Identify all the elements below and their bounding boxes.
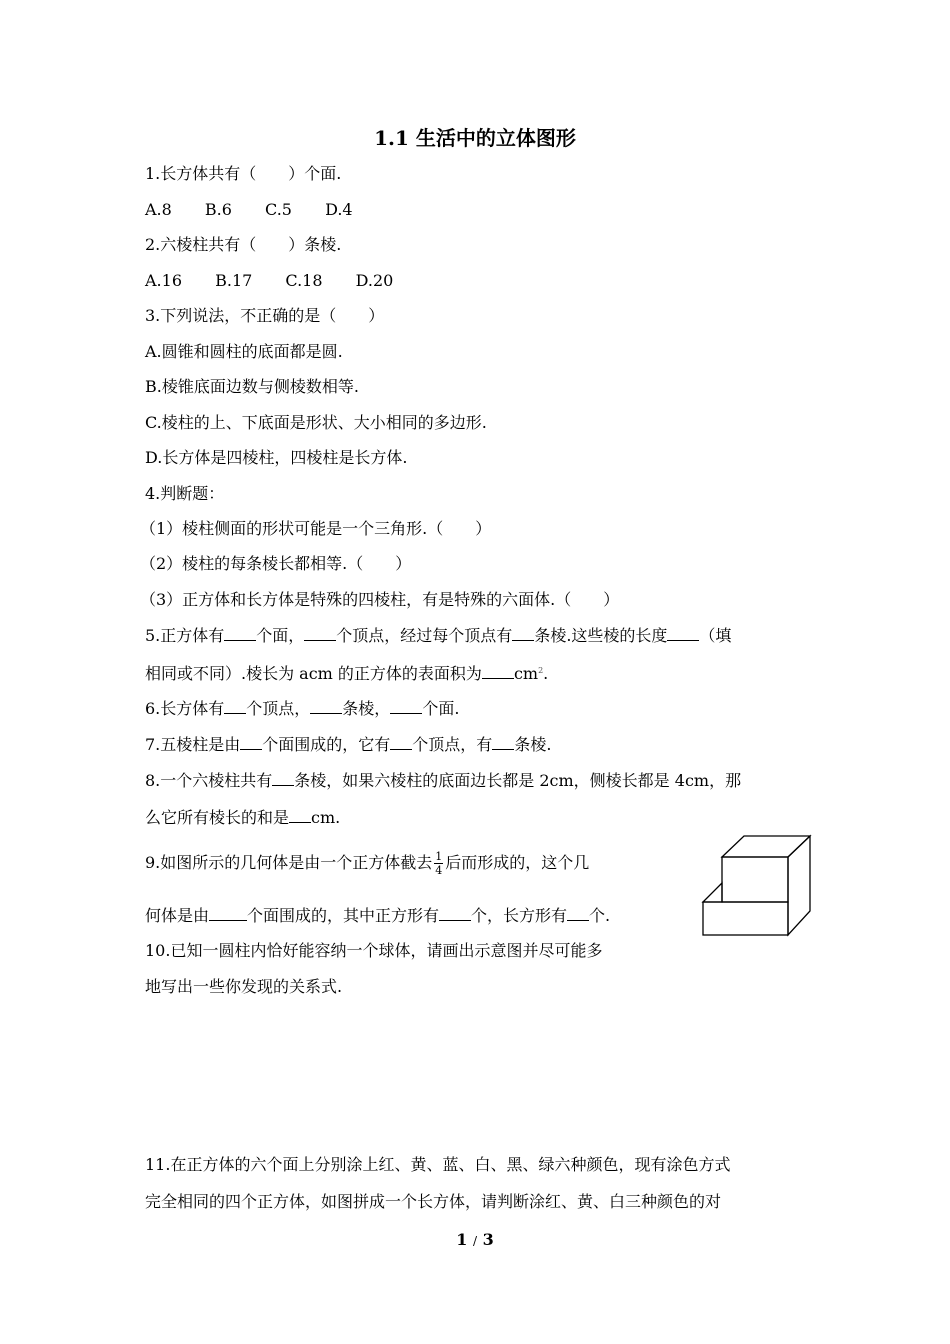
q5-text: 条棱.这些棱的长度 (534, 626, 668, 645)
page-title: 1.1 生活中的立体图形 (374, 126, 576, 150)
question-2-options (145, 271, 393, 291)
q8-text: 条棱，如果六棱柱的底面边长都是 2cm，侧棱长都是 4cm，那 (294, 771, 742, 790)
option-a: A.8 (145, 200, 172, 219)
answer-blank[interactable] (224, 625, 256, 641)
question-4-item-3: （3）正方体和长方体是特殊的四棱柱，有是特殊的六面体.（ ） (140, 590, 620, 609)
question-1-stem: 1.长方体共有（ ）个面. (145, 164, 342, 183)
question-8-line-1 (145, 770, 741, 791)
q9-text: 个面围成的，其中正方形有 (247, 906, 440, 925)
answer-blank[interactable] (224, 698, 246, 714)
q8-text: 8.一个六棱柱共有 (145, 771, 273, 790)
answer-blank[interactable] (209, 905, 247, 921)
fraction (434, 850, 443, 877)
page-separator: / (472, 1234, 478, 1248)
page-current: 1 (456, 1230, 468, 1249)
answer-blank[interactable] (310, 698, 342, 714)
answer-blank[interactable] (667, 625, 699, 641)
q5-text: . (543, 664, 549, 683)
q9-text: 个，长方形有 (471, 906, 568, 925)
step-solid-figure (700, 833, 815, 938)
answer-blank[interactable] (272, 770, 294, 786)
q5-text: cm (513, 664, 539, 683)
answer-blank[interactable] (390, 698, 422, 714)
option-b: B.17 (215, 271, 253, 290)
q6-text: 6.长方体有 (145, 699, 225, 718)
page-number (0, 1230, 950, 1249)
answer-blank[interactable] (390, 734, 412, 750)
q7-text: 条棱. (514, 735, 552, 754)
q5-text: 相同或不同）.棱长为 acm 的正方体的表面积为 (145, 664, 482, 683)
question-1-options (145, 200, 353, 220)
option-c: C.18 (285, 271, 323, 290)
q9-text: 后而形成的，这个几 (445, 853, 590, 872)
q6-text: 条棱， (342, 699, 391, 718)
question-5-line-1 (145, 625, 731, 646)
question-2-stem: 2.六棱柱共有（ ）条棱. (145, 235, 342, 254)
q6-text: 个顶点， (246, 699, 311, 718)
question-9-line-1 (145, 850, 589, 877)
question-4-item-1: （1）棱柱侧面的形状可能是一个三角形.（ ） (140, 519, 492, 538)
answer-blank[interactable] (240, 734, 262, 750)
top-face (722, 836, 810, 857)
option-a: A.16 (145, 271, 182, 290)
question-9-line-2 (145, 905, 610, 926)
option-c: C.5 (265, 200, 292, 219)
answer-blank[interactable] (289, 807, 311, 823)
question-10-line-1: 10.已知一圆柱内恰好能容纳一个球体，请画出示意图并尽可能多 (145, 941, 603, 960)
right-face (788, 836, 810, 935)
question-4-stem: 4.判断题： (145, 484, 225, 503)
question-3-option-a: A.圆锥和圆柱的底面都是圆. (145, 342, 343, 361)
q6-text: 个面. (422, 699, 460, 718)
q9-text: 9.如图所示的几何体是由一个正方体截去 (145, 853, 433, 872)
question-3-option-d: D.长方体是四棱柱，四棱柱是长方体. (145, 448, 408, 467)
question-11-line-1: 11.在正方体的六个面上分别涂上红、黄、蓝、白、黑、绿六种颜色，现有涂色方式 (145, 1155, 731, 1174)
question-3-option-c: C.棱柱的上、下底面是形状、大小相同的多边形. (145, 413, 487, 432)
q5-text: （填 (699, 626, 732, 645)
question-3-stem: 3.下列说法，不正确的是（ ） (145, 306, 385, 325)
q7-text: 个顶点，有 (412, 735, 493, 754)
answer-blank[interactable] (482, 663, 514, 679)
answer-blank[interactable] (492, 734, 514, 750)
question-8-line-2 (145, 807, 340, 828)
superscript: 2 (538, 666, 544, 675)
option-d: D.4 (325, 200, 353, 219)
q9-text: 个. (589, 906, 611, 925)
step-top-face (703, 883, 722, 902)
option-d: D.20 (355, 271, 394, 290)
answer-blank[interactable] (439, 905, 471, 921)
question-11-line-2: 完全相同的四个正方体，如图拼成一个长方体，请判断涂红、黄、白三种颜色的对 (145, 1192, 722, 1211)
q9-text: 何体是由 (145, 906, 210, 925)
question-3-option-b: B.棱锥底面边数与侧棱数相等. (145, 377, 359, 396)
q5-text: 5.正方体有 (145, 626, 225, 645)
upper-front-face (722, 857, 788, 902)
question-10-line-2: 地写出一些你发现的关系式. (145, 977, 343, 996)
q5-text: 个面， (256, 626, 305, 645)
fraction-denominator: 4 (435, 864, 443, 877)
q5-text: 个顶点，经过每个顶点有 (336, 626, 513, 645)
q7-text: 个面围成的，它有 (262, 735, 391, 754)
option-b: B.6 (204, 200, 232, 219)
answer-blank[interactable] (304, 625, 336, 641)
question-7 (145, 734, 551, 755)
answer-blank[interactable] (512, 625, 534, 641)
question-5-line-2 (145, 661, 548, 684)
page-total: 3 (482, 1230, 494, 1249)
lower-front-face (703, 902, 788, 935)
fraction-numerator: 1 (435, 850, 443, 863)
q8-text: cm. (311, 808, 341, 827)
answer-blank[interactable] (567, 905, 589, 921)
question-4-item-2: （2）棱柱的每条棱长都相等.（ ） (140, 554, 412, 573)
question-6 (145, 698, 459, 719)
q8-text: 么它所有棱长的和是 (145, 808, 290, 827)
q7-text: 7.五棱柱是由 (145, 735, 241, 754)
